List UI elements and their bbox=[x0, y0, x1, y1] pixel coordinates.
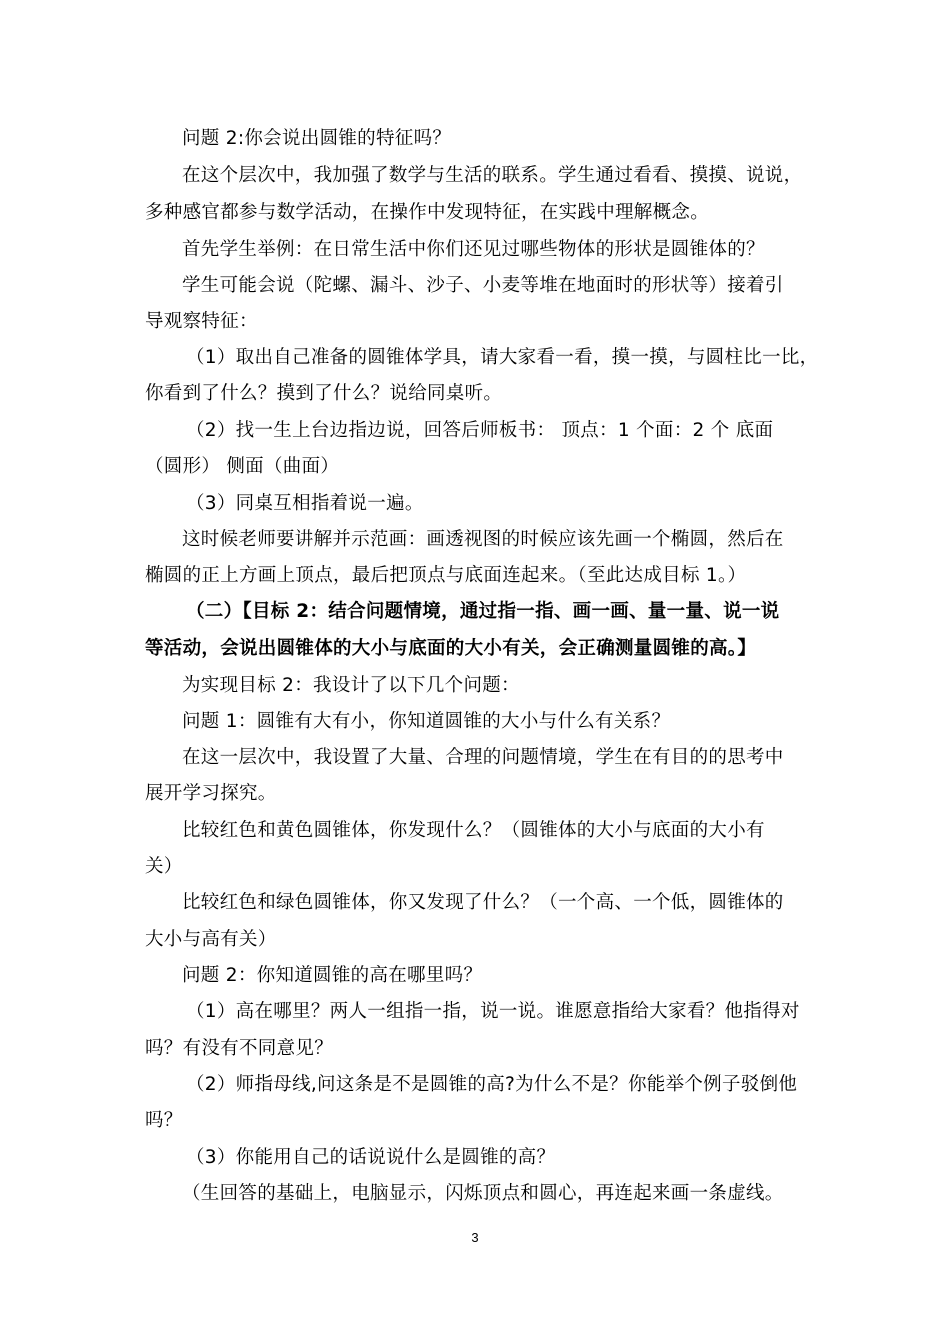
text-line: 导观察特征： bbox=[145, 311, 258, 332]
text-line: 在这个层次中，我加强了数学与生活的联系。学生通过看看、摸摸、说说， bbox=[182, 165, 803, 186]
section-heading: 等活动，会说出圆锥体的大小与底面的大小有关，会正确测量圆锥的高。】 bbox=[145, 638, 757, 659]
text-line: 问题 2：你知道圆锥的高在哪里吗？ bbox=[182, 965, 483, 986]
text-line: 比较红色和绿色圆锥体，你又发现了什么？（一个高、一个低，圆锥体的 bbox=[182, 892, 784, 913]
text-line: 吗？ bbox=[145, 1110, 183, 1131]
text-line: 吗？有没有不同意见？ bbox=[145, 1038, 334, 1059]
text-line: 比较红色和黄色圆锥体，你发现什么？（圆锥体的大小与底面的大小有 bbox=[182, 820, 765, 841]
text-line: 问题 2:你会说出圆锥的特征吗？ bbox=[182, 128, 452, 149]
text-line: （3）你能用自己的话说说什么是圆锥的高？ bbox=[186, 1147, 556, 1168]
text-line: 在这一层次中，我设置了大量、合理的问题情境，学生在有目的的思考中 bbox=[182, 747, 784, 768]
text-line: （1）取出自己准备的圆锥体学具，请大家看一看，摸一摸，与圆柱比一比， bbox=[186, 347, 819, 368]
text-line: 学生可能会说（陀螺、漏斗、沙子、小麦等堆在地面时的形状等）接着引 bbox=[182, 275, 784, 296]
text-line: （3）同桌互相指着说一遍。 bbox=[186, 493, 424, 514]
page-number: 3 bbox=[471, 1230, 479, 1245]
text-line: 为实现目标 2：我设计了以下几个问题： bbox=[182, 675, 520, 696]
text-line: 椭圆的正上方画上顶点，最后把顶点与底面连起来。（至此达成目标 1。） bbox=[145, 565, 747, 586]
text-line: 多种感官都参与数学活动，在操作中发现特征，在实践中理解概念。 bbox=[145, 202, 710, 223]
text-line: （2）找一生上台边指边说，回答后师板书： 顶点：1 个面：2 个 底面 bbox=[186, 420, 774, 441]
text-line: （圆形） 侧面（曲面） bbox=[145, 456, 340, 477]
text-line: 问题 1：圆锥有大有小，你知道圆锥的大小与什么有关系？ bbox=[182, 711, 671, 732]
text-line: （2）师指母线,问这条是不是圆锥的高?为什么不是？你能举个例子驳倒他 bbox=[186, 1074, 798, 1095]
text-line: （生回答的基础上，电脑显示，闪烁顶点和圆心，再连起来画一条虚线。 bbox=[182, 1183, 784, 1204]
text-line: 展开学习探究。 bbox=[145, 783, 277, 804]
text-line: （1）高在哪里？两人一组指一指，说一说。谁愿意指给大家看？他指得对 bbox=[186, 1001, 800, 1022]
text-line: 首先学生举例：在日常生活中你们还见过哪些物体的形状是圆锥体的？ bbox=[182, 239, 765, 260]
text-line: 你看到了什么？摸到了什么？说给同桌听。 bbox=[145, 383, 503, 404]
text-line: 关） bbox=[145, 856, 183, 877]
text-line: 大小与高有关） bbox=[145, 929, 277, 950]
section-heading: （二）【目标 2：结合问题情境，通过指一指、画一画、量一量、说一说 bbox=[186, 601, 780, 622]
text-line: 这时候老师要讲解并示范画：画透视图的时候应该先画一个椭圆，然后在 bbox=[182, 529, 784, 550]
